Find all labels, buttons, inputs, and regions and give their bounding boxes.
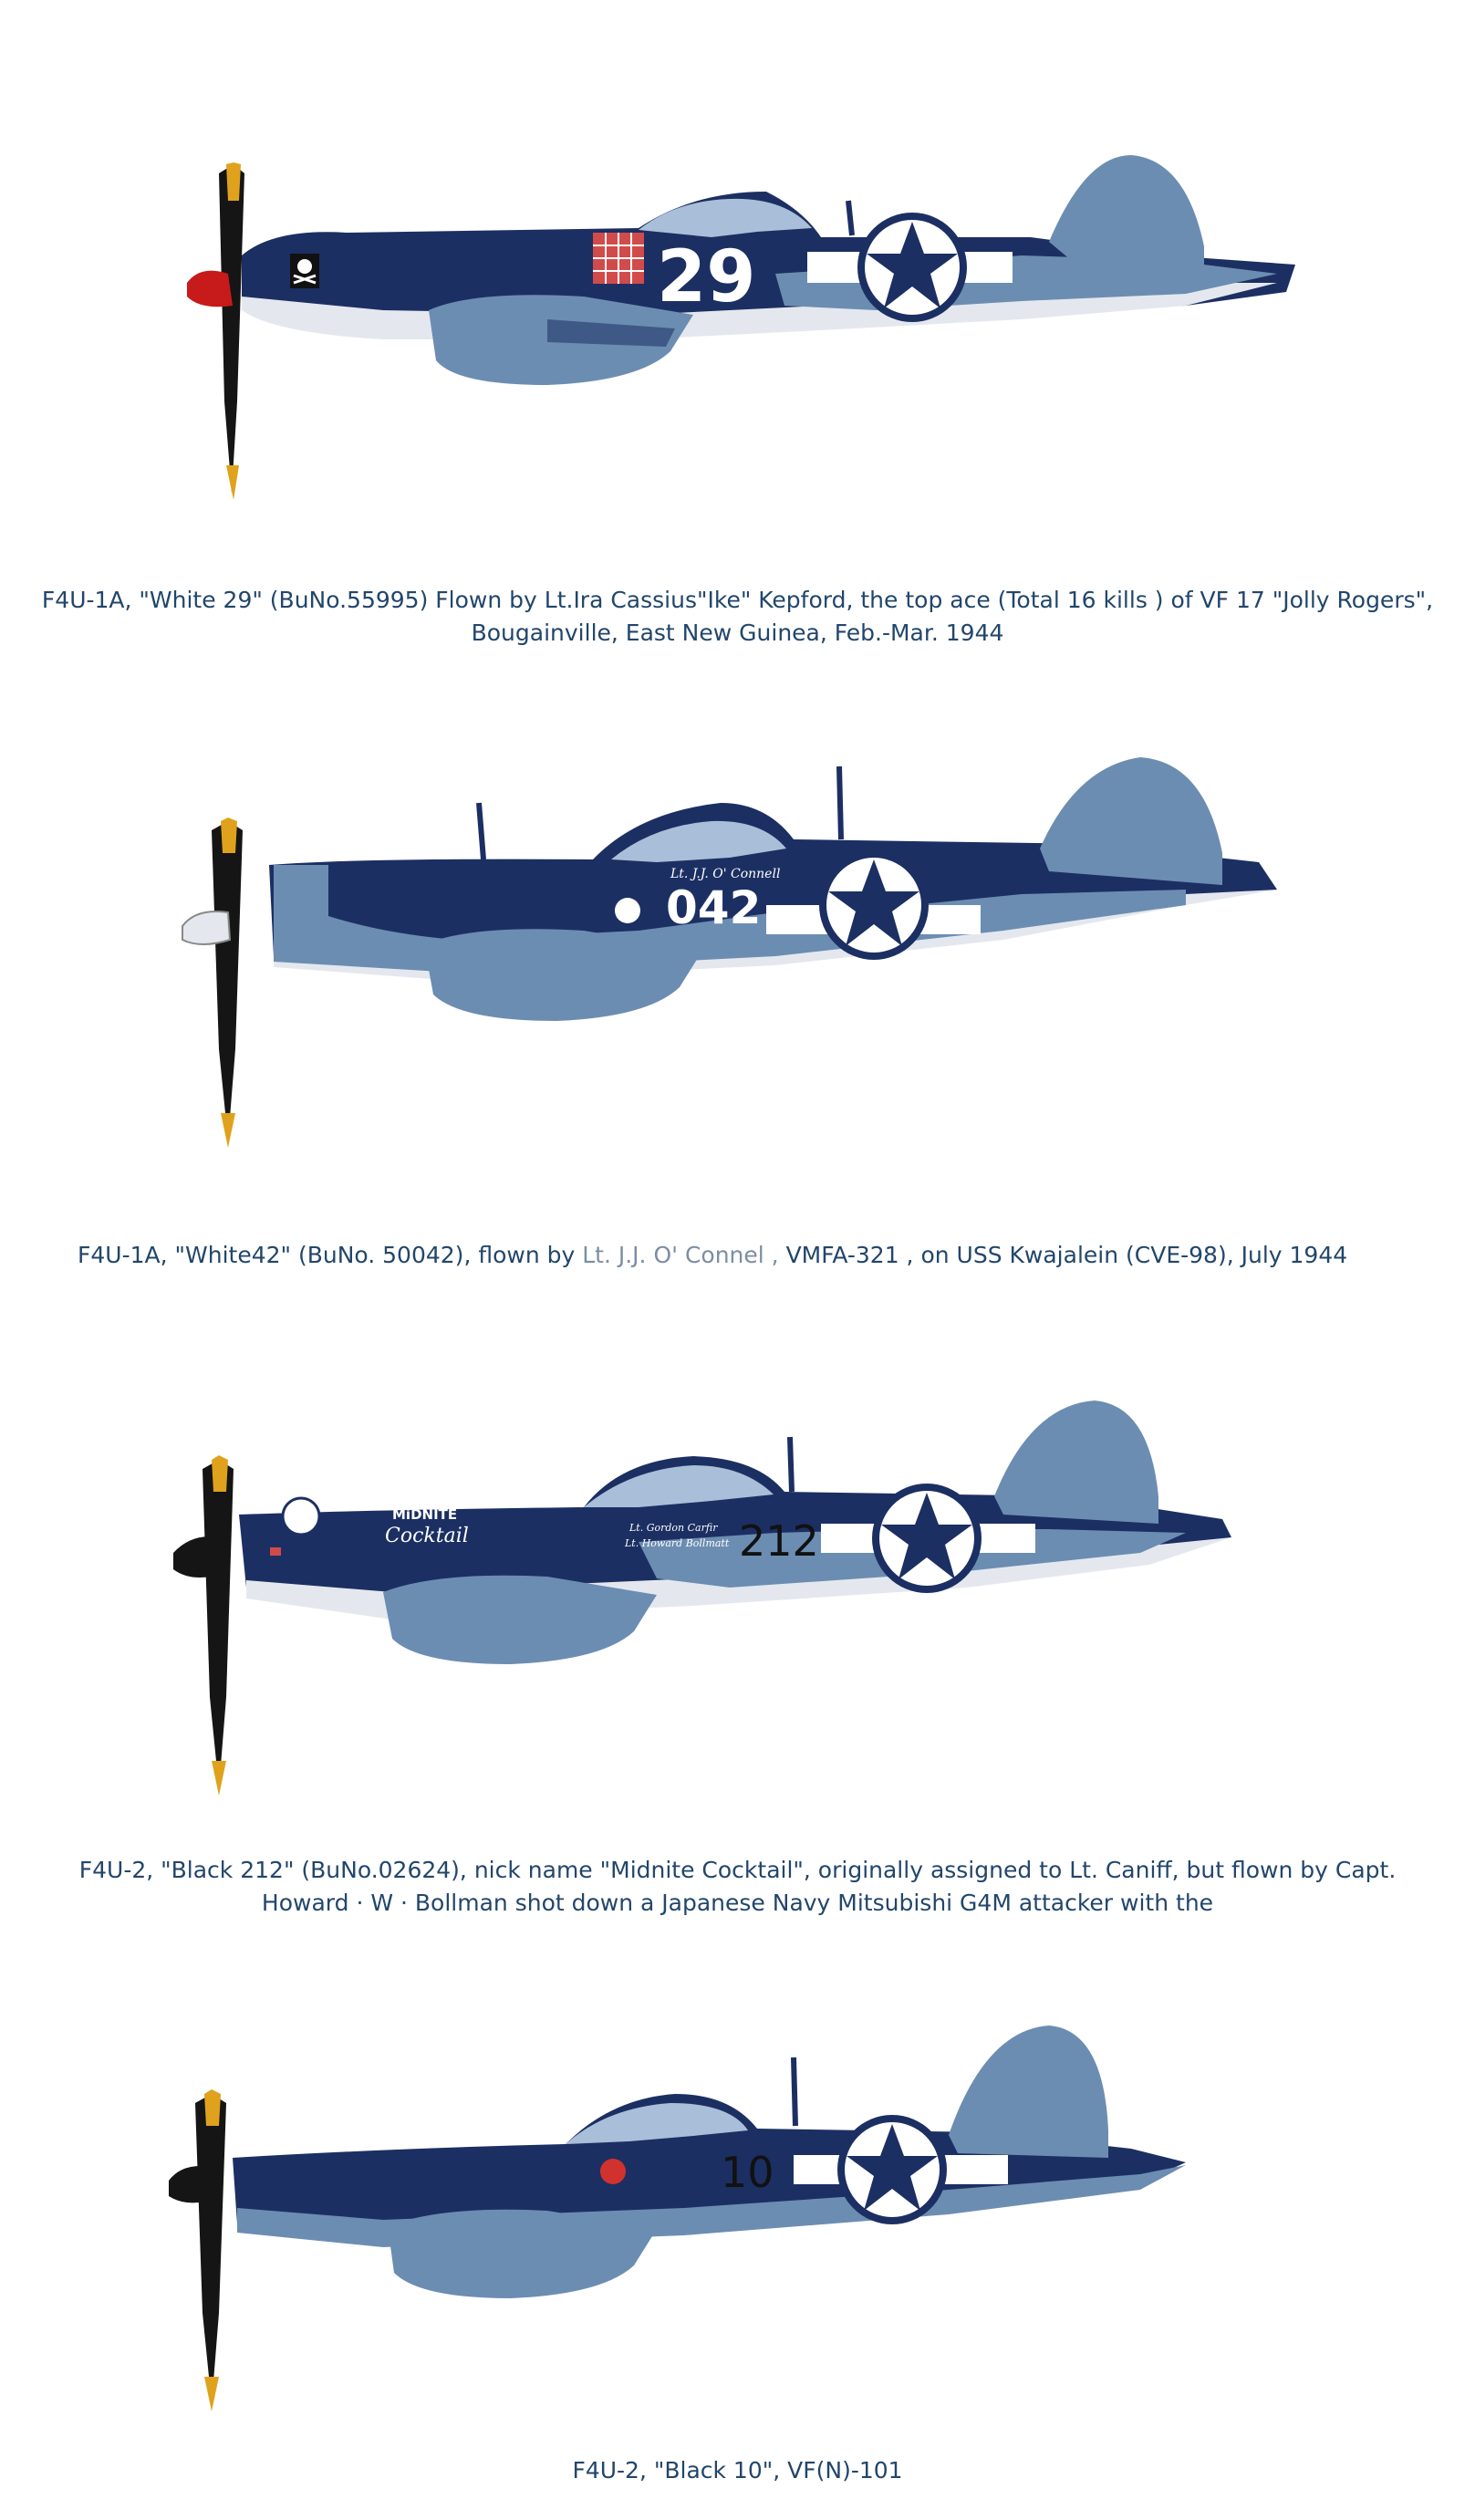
caption-part-3: VMFA-321 , on USS Kwajalein (CVE-98), July 1944	[785, 1242, 1348, 1268]
aircraft-number: 042	[666, 881, 762, 934]
pilot-line-2: Lt. Howard Bollmatt	[625, 1537, 730, 1549]
propeller	[219, 162, 244, 500]
spinner	[173, 1536, 223, 1578]
aircraft-number: 212	[739, 1516, 819, 1566]
caption-white-042	[78, 1239, 1475, 1272]
caption-black-10	[0, 2454, 1475, 2487]
vertical-tail	[994, 1401, 1158, 1524]
spinner	[187, 271, 233, 307]
propeller	[203, 1455, 234, 1796]
caption-line-1: F4U-2, "Black 212" (BuNo.02624), nick name "Midnite Cocktail", originally assigned to Lt. Caniff, but flown by Capt.	[78, 1857, 1397, 1883]
pilot-name-marking: Lt. J.J. O' Connell	[670, 867, 781, 881]
caption-line-2: Howard · W · Bollman shot down a Japanese Navy Mitsubishi G4M attacker with the	[261, 1890, 1214, 1916]
nickname-line-2: Cocktail	[385, 1525, 469, 1547]
skull-and-crossbones-emblem	[290, 254, 319, 288]
propeller	[212, 817, 243, 1148]
caption-white-29	[0, 584, 1475, 650]
kill-flags	[593, 233, 644, 284]
propeller	[195, 2089, 226, 2411]
wing	[383, 1576, 657, 1664]
aircraft-profile-black-10	[0, 1930, 1475, 2422]
caption-part-1: F4U-1A, "White42" (BuNo. 50042), flown by	[78, 1242, 583, 1268]
caption-black-212	[0, 1854, 1475, 1920]
nickname-line-1: MiDNITE	[392, 1506, 458, 1523]
nose-flag	[270, 1547, 281, 1556]
wing	[388, 2210, 657, 2298]
pilot-line-1: Lt. Gordon Carfir	[629, 1522, 718, 1534]
aircraft-number: 10	[721, 2148, 774, 2197]
caption-line-1: F4U-1A, "White 29" (BuNo.55995) Flown by Lt.Ira Cassius"Ike" Kepford, the top ace (Total 16 kills ) of VF 17 "Jolly Rogers",	[41, 587, 1434, 613]
vertical-tail	[949, 2025, 1108, 2158]
squadron-emblem	[615, 898, 640, 923]
aircraft-profile-white-042	[0, 666, 1475, 1177]
squadron-emblem	[283, 1498, 319, 1535]
spinner	[182, 911, 230, 944]
aircraft-number: 29	[657, 236, 756, 318]
caption-line-2: Bougainville, East New Guinea, Feb.-Mar. 1944	[471, 620, 1004, 646]
cowling-light-panel	[274, 865, 328, 963]
vertical-tail	[1049, 155, 1204, 274]
caption-line-1: F4U-2, "Black 10", VF(N)-101	[572, 2457, 903, 2484]
vertical-tail	[1040, 757, 1222, 885]
squadron-emblem	[600, 2159, 626, 2184]
aircraft-profile-black-212	[0, 1314, 1475, 1807]
spinner	[169, 2166, 215, 2202]
caption-part-2: Lt. J.J. O' Connel ,	[582, 1242, 786, 1268]
aircraft-profile-white-29	[0, 137, 1475, 520]
